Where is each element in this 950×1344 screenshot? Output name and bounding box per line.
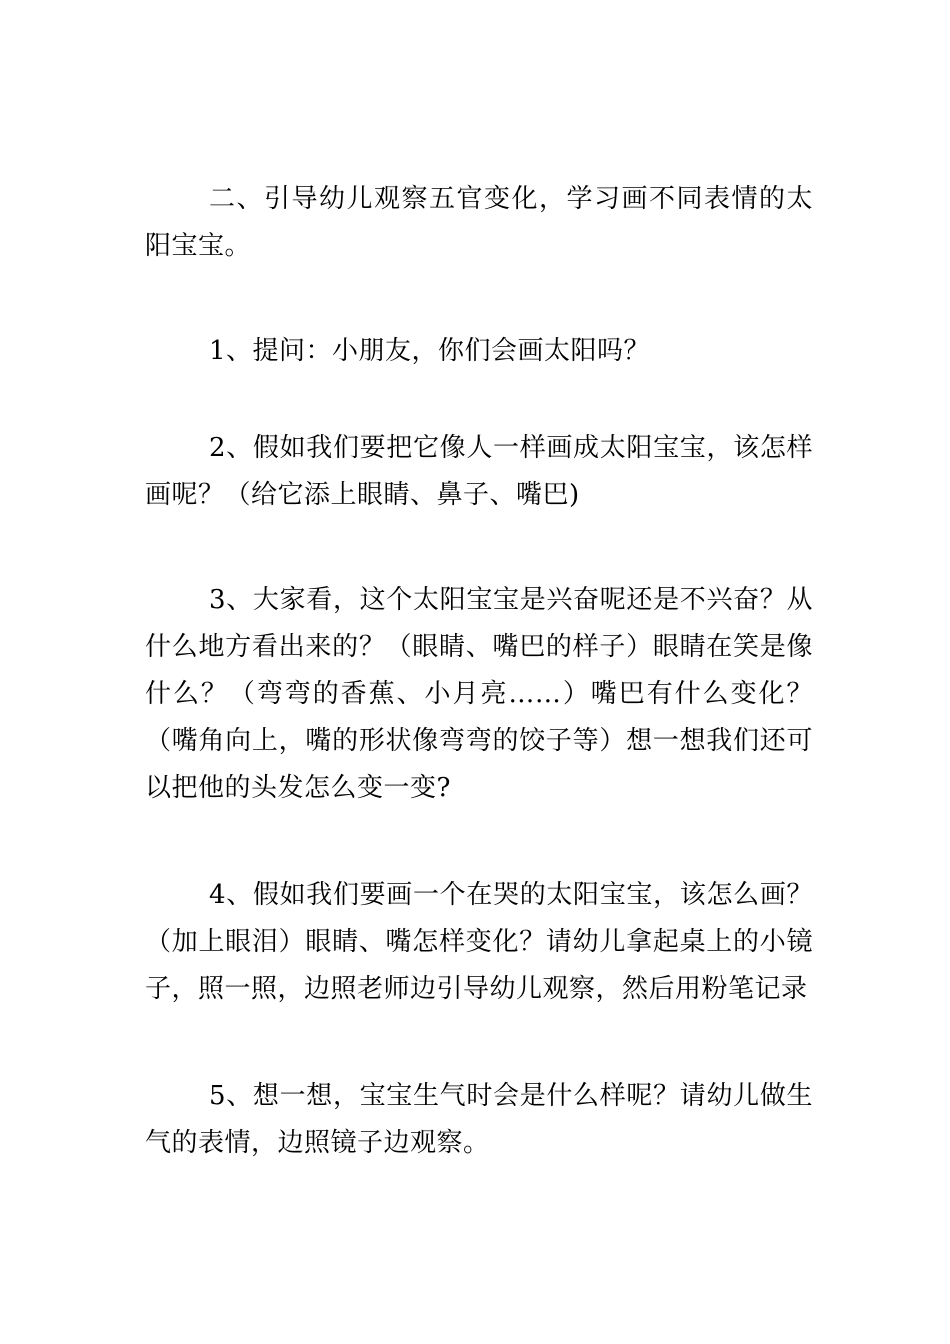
- paragraph-step-1: 1、提问：小朋友，你们会画太阳吗？: [209, 336, 651, 366]
- paragraph-section-two-heading: 二、引导幼儿观察五官变化，学习画不同表情的太阳宝宝。: [145, 184, 813, 261]
- paragraph-step-4: 4、假如我们要画一个在哭的太阳宝宝，该怎么画？（加上眼泪）眼睛、嘴怎样变化？请幼儿拿起桌上的小镜子，照一照，边照老师边引导幼儿观察，然后用粉笔记录: [145, 880, 813, 1004]
- paragraph-step-2: 2、假如我们要把它像人一样画成太阳宝宝，该怎样画呢？（给它添上眼睛、鼻子、嘴巴): [145, 433, 813, 510]
- paragraph-step-5: 5、想一想，宝宝生气时会是什么样呢？请幼儿做生气的表情，边照镜子边观察。: [145, 1081, 813, 1158]
- paragraph-step-3: 3、大家看，这个太阳宝宝是兴奋呢还是不兴奋？从什么地方看出来的？（眼睛、嘴巴的样子）眼睛在笑是像什么？（弯弯的香蕉、小月亮……）嘴巴有什么变化？（嘴角向上，嘴的形状像弯弯的饺子等）想一想我们还可以把他的头发怎么变一变?: [145, 585, 813, 803]
